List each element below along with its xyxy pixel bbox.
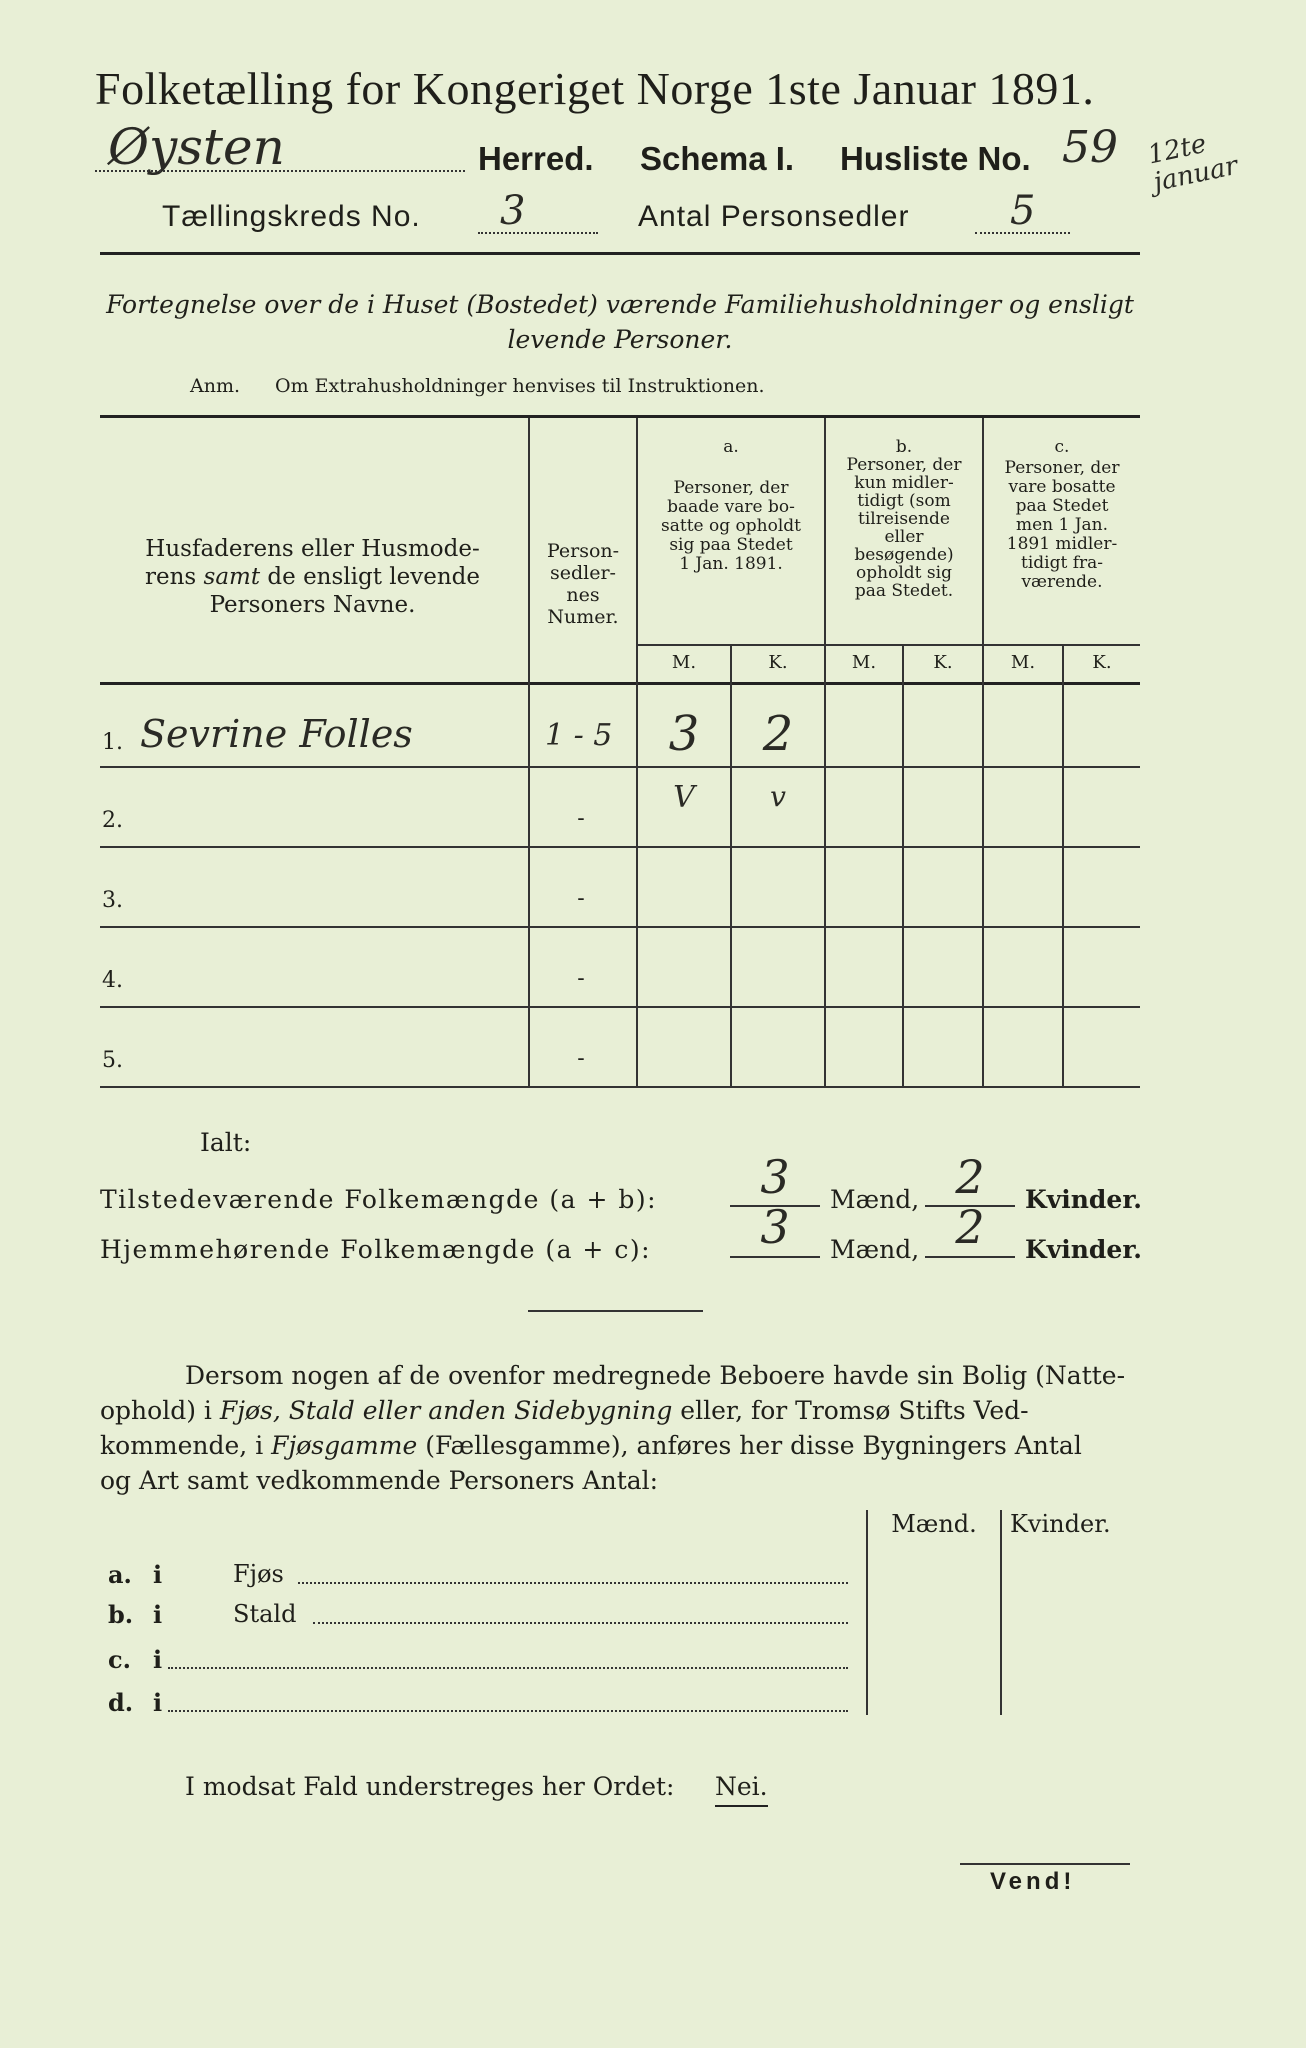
- row-name: Sevrine Folles: [140, 712, 413, 756]
- row-line-5: [100, 1086, 1140, 1088]
- intro-line-2: levende Personer.: [507, 325, 733, 354]
- group-a-3: satte og opholdt: [661, 516, 801, 536]
- row-i: i: [153, 1688, 163, 1717]
- row-label: Fjøs: [233, 1560, 284, 1588]
- header-rule: [100, 252, 1140, 255]
- buildings-row-b: [108, 1600, 858, 1632]
- group-a-underline: [638, 644, 824, 646]
- anm-label: Anm.: [190, 375, 241, 397]
- buildings-divider-2: [1000, 1510, 1002, 1715]
- names-header-2: [100, 563, 525, 591]
- row-sedler: 1 - 5: [545, 718, 613, 753]
- group-c-1: Personer, der: [1004, 458, 1120, 478]
- herred-dots: [95, 170, 465, 172]
- a-k-label: K.: [768, 652, 788, 673]
- buildings-col-maend: Mænd.: [891, 1510, 977, 1538]
- group-b-2: kun midler-: [854, 473, 954, 493]
- buildings-paragraph: [100, 1358, 1140, 1498]
- row-dots: [168, 1667, 848, 1669]
- row-line-2: [100, 846, 1140, 848]
- para-3-em: Fjøsgamme: [271, 1431, 418, 1460]
- page-title: Folketælling for Kongeriget Norge 1ste Januar 1891.: [95, 63, 1095, 114]
- row-i: i: [153, 1560, 163, 1589]
- row-i: i: [153, 1645, 163, 1674]
- row-sedler: -: [577, 886, 585, 911]
- tilstede-kvinder: 2: [955, 1150, 985, 1204]
- number-header: [532, 540, 634, 628]
- table-top-rule: [100, 415, 1140, 418]
- tilstede-kvinder-label: Kvinder.: [1025, 1185, 1142, 1214]
- row-dots: [298, 1582, 848, 1584]
- hjemme-maend-label: Mænd,: [830, 1235, 920, 1264]
- buildings-divider-1: [866, 1510, 868, 1715]
- para-2-pre: ophold) i: [100, 1396, 220, 1425]
- c-k-label: K.: [1092, 652, 1112, 673]
- kreds-dots: [478, 232, 598, 234]
- row-number: 2.: [102, 808, 123, 833]
- hjemme-kvinder: 2: [955, 1200, 985, 1254]
- table-row: [100, 686, 1140, 766]
- husliste-value: 59: [1062, 122, 1118, 173]
- row-sedler: -: [577, 1046, 585, 1071]
- a-m-label: M.: [671, 652, 697, 673]
- personsedler-label: Antal Personsedler: [638, 200, 910, 233]
- group-c-header: [984, 438, 1140, 592]
- para-3-post: (Fællesgamme), anføres her disse Bygningers Antal: [417, 1431, 1082, 1460]
- row-letter: d.: [108, 1688, 134, 1717]
- group-b-6: besøgende): [854, 545, 954, 565]
- names-header-2-pre: rens: [144, 564, 204, 590]
- hjemme-maend-line: [730, 1256, 820, 1258]
- group-b-1: Personer, der: [846, 455, 962, 475]
- intro-line-1: Fortegnelse over de i Huset (Bostedet) værende Familiehusholdninger og ensligt: [106, 290, 1134, 319]
- tilstede-maend-label: Mænd,: [830, 1185, 920, 1214]
- row-letter: a.: [108, 1560, 132, 1589]
- group-c-4: men 1 Jan.: [1015, 515, 1109, 535]
- husliste-label: Husliste No.: [840, 140, 1031, 177]
- personsedler-value: 5: [1010, 188, 1036, 234]
- anm-text: Om Extrahusholdninger henvises til Instruktionen.: [275, 375, 765, 397]
- b-m-label: M.: [851, 652, 877, 673]
- row-number: 5.: [102, 1048, 123, 1073]
- row-a-m: 3: [668, 706, 700, 762]
- para-2-em: Fjøs, Stald eller anden Sidebygning: [219, 1396, 673, 1425]
- vend-line: [960, 1863, 1130, 1865]
- group-a-letter: a.: [723, 437, 739, 457]
- vend-label: Vend!: [990, 1868, 1076, 1895]
- row-dots: [313, 1622, 848, 1624]
- row-dots: [168, 1710, 848, 1712]
- group-b-7: opholdt sig: [856, 563, 952, 583]
- buildings-col-kvinder: Kvinder.: [1010, 1510, 1111, 1538]
- number-header-4: Numer.: [547, 606, 619, 628]
- schema-label: Schema I.: [640, 140, 795, 177]
- hjemme-kvinder-label: Kvinder.: [1025, 1235, 1142, 1264]
- group-c-underline: [984, 644, 1140, 646]
- group-a-4: sig paa Stedet: [669, 535, 793, 555]
- hjemme-kvinder-line: [925, 1256, 1015, 1258]
- group-b-header: [826, 438, 982, 600]
- buildings-row-d: [108, 1688, 858, 1720]
- table-header-bottom-rule: [100, 682, 1140, 685]
- table-row: [100, 846, 1140, 926]
- group-c-5: 1891 midler-: [1006, 534, 1118, 554]
- group-a-header: [638, 438, 824, 574]
- row-number: 1.: [102, 730, 123, 755]
- row-a-k: 2: [762, 706, 794, 762]
- group-a-1: Personer, der: [673, 478, 789, 498]
- row-number: 3.: [102, 888, 123, 913]
- group-c-6: tidigt fra-: [1020, 553, 1103, 573]
- kreds-label: Tællingskreds No.: [162, 200, 421, 233]
- margin-note: 12te januar: [1145, 128, 1241, 198]
- row-letter: c.: [108, 1645, 131, 1674]
- table-row: [100, 766, 1140, 846]
- buildings-row-c: [108, 1645, 858, 1677]
- row-line-4: [100, 1006, 1140, 1008]
- row-a-m: V: [673, 780, 695, 815]
- personsedler-dots: [975, 232, 1070, 234]
- row-sedler: -: [577, 806, 585, 831]
- row-i: i: [153, 1600, 163, 1629]
- number-header-3: nes: [566, 584, 600, 606]
- number-header-2: sedler-: [550, 562, 616, 584]
- names-header: [100, 535, 525, 619]
- group-a-5: 1 Jan. 1891.: [679, 554, 783, 574]
- table-row: [100, 926, 1140, 1006]
- group-b-underline: [826, 644, 982, 646]
- hjemme-label: Hjemmehørende Folkemængde (a + c):: [100, 1235, 651, 1264]
- names-header-1: Husfaderens eller Husmode-: [145, 536, 480, 562]
- para-3-pre: kommende, i: [100, 1431, 272, 1460]
- row-line-1: [100, 766, 1140, 768]
- section-divider: [528, 1310, 703, 1312]
- row-letter: b.: [108, 1600, 134, 1629]
- number-header-1: Person-: [546, 540, 620, 562]
- herred-value: Øysten: [108, 118, 285, 176]
- row-number: 4.: [102, 968, 123, 993]
- group-c-7: værende.: [1021, 572, 1103, 592]
- b-k-label: K.: [933, 652, 953, 673]
- hjemme-maend: 3: [760, 1200, 790, 1254]
- group-b-3: tidigt (som: [857, 491, 951, 511]
- group-b-4: tilreisende: [857, 509, 950, 529]
- para-line-1: Dersom nogen af de ovenfor medregnede Beboere havde sin Bolig (Natte-: [185, 1361, 1126, 1390]
- para-2-post: eller, for Tromsø Stifts Ved-: [672, 1396, 1029, 1425]
- c-m-label: M.: [1010, 652, 1036, 673]
- names-header-3: Personers Navne.: [209, 592, 416, 618]
- group-b-8: paa Stedet.: [854, 581, 954, 601]
- para-line-4: og Art samt vedkommende Personers Antal:: [100, 1466, 659, 1495]
- kreds-value: 3: [500, 188, 526, 234]
- modsat-text: I modsat Fald understreges her Ordet:: [185, 1772, 675, 1801]
- ialt-label: Ialt:: [200, 1128, 252, 1157]
- group-c-letter: c.: [1054, 437, 1070, 457]
- para-line-3: [100, 1428, 1140, 1463]
- names-header-2-post: de ensligt levende: [260, 564, 481, 590]
- row-sedler: -: [577, 966, 585, 991]
- para-line-2: [100, 1393, 1140, 1428]
- group-b-5: eller: [884, 527, 924, 547]
- herred-label: Herred.: [478, 140, 594, 177]
- group-c-2: vare bosatte: [1008, 477, 1116, 497]
- tilstede-maend: 3: [760, 1150, 790, 1204]
- row-a-k: v: [770, 780, 786, 813]
- table-row: [100, 1006, 1140, 1086]
- group-a-2: baade vare bo-: [667, 497, 795, 517]
- group-b-letter: b.: [895, 437, 913, 457]
- names-header-2-em: samt: [203, 564, 261, 590]
- tilstede-label: Tilstedeværende Folkemængde (a + b):: [100, 1185, 658, 1214]
- nei-word: Nei.: [715, 1772, 768, 1807]
- row-label: Stald: [233, 1600, 297, 1628]
- row-line-3: [100, 926, 1140, 928]
- buildings-row-a: [108, 1560, 858, 1592]
- group-c-3: paa Stedet: [1015, 496, 1109, 516]
